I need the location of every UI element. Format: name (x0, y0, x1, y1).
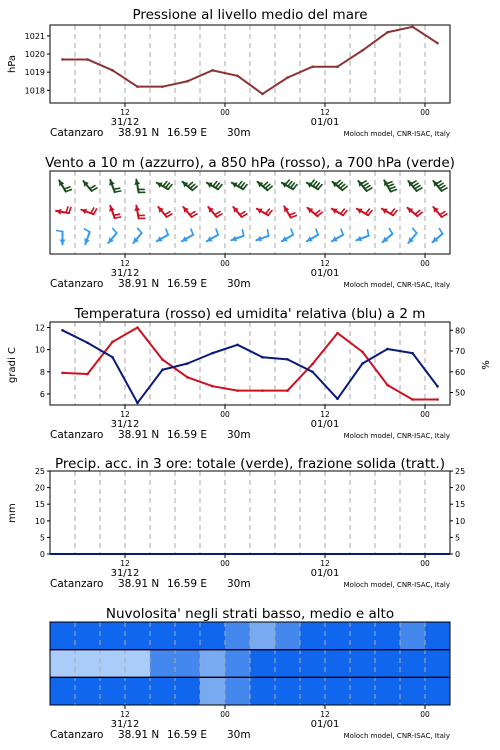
cloud-cell (300, 677, 326, 705)
humidity-line-point (236, 344, 239, 347)
cloud-cell (200, 677, 226, 705)
wind-barb (165, 212, 170, 215)
cloud-cell (275, 677, 301, 705)
location-lat: 38.91 N (118, 729, 160, 741)
wind-barb (317, 212, 322, 216)
location-lat: 38.91 N (118, 127, 160, 139)
temperature-line-point (286, 389, 289, 392)
wind-barb (243, 185, 247, 190)
model-credit: Moloch model, CNR-ISAC, Italy (343, 581, 450, 589)
cloud-cell (350, 677, 376, 705)
wind-barb (388, 184, 394, 186)
cloud-cell (350, 622, 376, 650)
humidity-line-point (161, 368, 164, 371)
cloud-cell (375, 677, 401, 705)
wind-barb (66, 189, 72, 191)
temperature-line-point (311, 363, 314, 366)
y-axis-label-right: % (481, 360, 492, 370)
cloud-cell (325, 622, 351, 650)
wind-barb (216, 183, 220, 188)
pressure-line-point (336, 65, 339, 68)
location-alt: 30m (227, 729, 251, 741)
pressure-line-point (286, 76, 289, 79)
wind-panel (45, 155, 455, 290)
model-credit: Moloch model, CNR-ISAC, Italy (343, 732, 450, 740)
pressure-line-point (111, 69, 114, 72)
wind-barb (389, 229, 392, 234)
wind-barb (114, 214, 120, 215)
cloud-cell (400, 622, 426, 650)
wind-barb (389, 187, 395, 189)
temperature-line-point (336, 332, 339, 335)
pressure-line-point (61, 58, 64, 61)
cloud-cell (300, 622, 326, 650)
temperature-line-point (211, 385, 214, 388)
wind-barb (393, 211, 397, 216)
cloud-cell (150, 622, 176, 650)
temperature-line-point (361, 351, 364, 354)
wind-barb (191, 229, 193, 235)
wind-barb (365, 186, 370, 189)
location-lat: 38.91 N (118, 278, 160, 290)
y-tick-label: 15 (34, 500, 45, 510)
wind-barb (115, 191, 121, 192)
pressure-line-point (211, 69, 214, 72)
location-lon: 16.59 E (167, 578, 208, 590)
y-tick-label: 0 (39, 550, 45, 559)
cloud-cell (300, 650, 326, 678)
cloud-cell (350, 650, 376, 678)
y-tick-label-right: 20 (455, 483, 466, 493)
location-name: Catanzaro (50, 429, 104, 441)
cloud-cell (175, 622, 201, 650)
wind-barb (413, 228, 417, 233)
wind-barb (291, 215, 297, 217)
humidity-line-point (286, 358, 289, 361)
wind-barb (188, 182, 193, 186)
wind-barb (291, 183, 295, 188)
time-tick-label: 12 (320, 710, 330, 719)
time-tick-label: 12 (320, 410, 330, 419)
y-tick-label-right: 70 (455, 347, 466, 357)
wind-barb (267, 230, 268, 236)
date-label: 01/01 (310, 419, 340, 430)
wind-barb (363, 183, 368, 186)
panel-title: Vento a 10 m (azzurro), a 850 hPa (rosso), a 700 hPa (verde) (45, 155, 455, 171)
wind-barb (413, 183, 418, 186)
time-tick-label: 12 (120, 410, 130, 419)
location-lon: 16.59 E (167, 429, 208, 441)
y-tick-label-right: 15 (455, 500, 466, 510)
wind-barb (289, 213, 295, 215)
cloud-cell (75, 677, 101, 705)
y-tick-label: 1018 (24, 86, 45, 96)
wind-barb (57, 231, 63, 232)
wind-barb (240, 212, 245, 215)
time-tick-label: 00 (220, 108, 230, 117)
y-axis-label: mm (7, 503, 18, 523)
temperature-line-point (136, 326, 139, 329)
wind-barb (310, 180, 314, 185)
cloud-cell (175, 650, 201, 678)
time-tick-label: 12 (320, 559, 330, 568)
location-alt: 30m (227, 278, 251, 290)
pressure-line-point (86, 58, 89, 61)
location-name: Catanzaro (50, 127, 104, 139)
date-label: 01/01 (310, 117, 340, 128)
time-tick-label: 00 (420, 410, 430, 419)
cloud-cell (425, 622, 451, 650)
temperature-line-point (61, 372, 64, 375)
pressure-line-point (161, 85, 164, 88)
wind-barb (341, 209, 345, 214)
wind-barb (391, 209, 395, 214)
y-tick-label-right: 25 (455, 467, 466, 476)
wind-barb (438, 183, 443, 186)
wind-barb (415, 210, 420, 214)
location-lon: 16.59 E (167, 127, 208, 139)
cloud-cell (175, 677, 201, 705)
y-tick-label-right: 10 (455, 516, 466, 526)
wind-barb (69, 207, 71, 213)
wind-barb (442, 188, 447, 191)
model-credit: Moloch model, CNR-ISAC, Italy (343, 432, 450, 440)
wind-arrow-head (60, 240, 66, 245)
temperature-line-point (436, 398, 439, 401)
wind-barb (192, 186, 197, 190)
cloud-cell (250, 622, 276, 650)
cloud-cell (275, 622, 301, 650)
humidity-line-point (261, 356, 264, 359)
date-label: 01/01 (310, 719, 340, 730)
cloud-cell (250, 650, 276, 678)
wind-barb (114, 188, 120, 189)
wind-barb (267, 186, 272, 190)
cloud-cell (200, 650, 226, 678)
date-label: 31/12 (110, 117, 140, 128)
wind-barb (190, 184, 195, 188)
wind-barb (92, 188, 97, 191)
wind-barb (66, 207, 68, 213)
location-alt: 30m (227, 578, 251, 590)
y-tick-label: 1021 (24, 31, 45, 41)
wind-barb (338, 182, 343, 186)
humidity-line-point (136, 402, 139, 405)
wind-barb (340, 184, 345, 188)
pressure-line-point (136, 85, 139, 88)
wind-barb (242, 230, 243, 236)
wind-barb (241, 183, 245, 188)
wind-barb (336, 180, 341, 184)
cloud-cell (100, 677, 126, 705)
time-tick-label: 00 (420, 559, 430, 568)
cloud-cell (125, 650, 151, 678)
date-label: 31/12 (110, 719, 140, 730)
precip-panel (7, 456, 465, 590)
wind-barb (343, 211, 347, 216)
cloud-cell (200, 622, 226, 650)
time-tick-label: 00 (420, 108, 430, 117)
cloud-cell (100, 622, 126, 650)
wind-barb (315, 210, 320, 214)
wind-barb (316, 229, 318, 235)
humidity-line-point (411, 352, 414, 355)
wind-barb (440, 186, 445, 189)
y-tick-label: 12 (34, 323, 45, 333)
wind-barb (167, 214, 172, 217)
time-tick-label: 00 (420, 259, 430, 268)
pressure-line-point (361, 49, 364, 52)
temperature-line-point (261, 389, 264, 392)
wind-barb (293, 185, 297, 190)
wind-barb (285, 180, 289, 185)
wind-barb (265, 184, 270, 188)
wind-barb (313, 182, 317, 187)
y-axis-label: gradi C (7, 347, 18, 383)
date-label: 01/01 (310, 268, 340, 279)
y-tick-label-right: 60 (455, 367, 466, 377)
location-alt: 30m (227, 429, 251, 441)
wind-barb (417, 212, 422, 216)
temperature-line-point (111, 341, 114, 344)
wind-barb (115, 217, 121, 218)
y-tick-label: 1020 (24, 50, 45, 60)
wind-barb (366, 209, 370, 214)
location-lat: 38.91 N (118, 578, 160, 590)
wind-barb (367, 188, 372, 191)
humidity-line-point (336, 397, 339, 400)
cloud-cell (225, 650, 251, 678)
cloud-panel (50, 606, 451, 741)
time-tick-label: 12 (120, 710, 130, 719)
time-tick-label: 00 (220, 710, 230, 719)
wind-barb (318, 185, 322, 190)
wind-barb (113, 228, 117, 233)
temperature-line-point (86, 373, 89, 376)
location-lon: 16.59 E (167, 729, 208, 741)
pressure-panel (7, 7, 450, 139)
humidity-line-point (211, 352, 214, 355)
humidity-line-point (86, 341, 89, 344)
wind-barb (192, 214, 197, 217)
cloud-cell (225, 677, 251, 705)
wind-barb (138, 228, 142, 233)
y-tick-label: 10 (34, 516, 45, 526)
wind-barb (439, 229, 442, 234)
location-alt: 30m (227, 127, 251, 139)
cloud-cell (375, 650, 401, 678)
date-label: 31/12 (110, 268, 140, 279)
y-tick-label: 10 (34, 345, 45, 355)
wind-barb (263, 182, 268, 186)
cloud-cell (150, 650, 176, 678)
y-tick-label-right: 50 (455, 388, 466, 398)
pressure-line-point (236, 74, 239, 77)
y-tick-label: 1019 (24, 68, 45, 78)
time-tick-label: 00 (220, 259, 230, 268)
wind-barb (442, 214, 447, 217)
pressure-line-point (186, 80, 189, 83)
cloud-cell (50, 622, 76, 650)
wind-barb (217, 214, 222, 217)
wind-barb (64, 187, 70, 189)
cloud-cell (125, 622, 151, 650)
panel-title: Pressione al livello medio del mare (132, 7, 368, 23)
cloud-cell (75, 650, 101, 678)
temperature-line-point (236, 389, 239, 392)
y-tick-label-right: 5 (455, 533, 461, 543)
model-credit: Moloch model, CNR-ISAC, Italy (343, 281, 450, 289)
time-tick-label: 12 (120, 559, 130, 568)
wind-barb (368, 211, 372, 216)
wind-barb (266, 209, 270, 214)
temperature-line-point (186, 376, 189, 379)
time-tick-label: 00 (220, 410, 230, 419)
cloud-cell (425, 677, 451, 705)
cloud-cell (250, 677, 276, 705)
time-tick-label: 12 (120, 259, 130, 268)
pressure-line-point (411, 26, 414, 29)
location-lat: 38.91 N (118, 429, 160, 441)
cloud-cell (100, 650, 126, 678)
location-name: Catanzaro (50, 578, 104, 590)
wind-barb (440, 212, 445, 215)
location-name: Catanzaro (50, 278, 104, 290)
cloud-cell (225, 622, 251, 650)
wind-barb (288, 182, 292, 187)
humidity-line-point (436, 385, 439, 388)
y-tick-label-right: 80 (455, 326, 466, 336)
cloud-cell (325, 650, 351, 678)
wind-barb (316, 183, 320, 188)
humidity-line-point (61, 329, 64, 332)
wind-barb (166, 229, 168, 235)
wind-barb (242, 214, 247, 217)
wind-barb (90, 186, 95, 189)
temp-rh-panel (7, 306, 492, 441)
humidity-line-point (311, 371, 314, 374)
cloud-cell (150, 677, 176, 705)
humidity-line-point (111, 356, 114, 359)
wind-barb (215, 212, 220, 215)
date-label: 31/12 (110, 568, 140, 579)
wind-barb (238, 182, 242, 187)
y-tick-label: 25 (34, 467, 45, 476)
cloud-cell (50, 650, 76, 678)
y-tick-label: 8 (39, 367, 45, 377)
wind-barb (216, 229, 218, 235)
location-name: Catanzaro (50, 729, 104, 741)
cloud-cell (375, 622, 401, 650)
wind-barb (84, 229, 89, 232)
humidity-line-point (361, 362, 364, 365)
wind-barb (163, 182, 167, 187)
panel-title: Nuvolosita' negli strati basso, medio e alto (105, 606, 395, 622)
date-label: 01/01 (310, 568, 340, 579)
wind-barb (291, 229, 293, 235)
model-credit: Moloch model, CNR-ISAC, Italy (343, 130, 450, 138)
pressure-line-point (386, 31, 389, 34)
wind-barb (268, 211, 272, 216)
panel-title: Precip. acc. in 3 ore: totale (verde), frazione solida (tratt.) (55, 456, 445, 472)
wind-barb (94, 209, 97, 214)
y-tick-label: 20 (34, 483, 45, 493)
wind-barb (417, 188, 422, 191)
y-tick-label-right: 0 (455, 550, 461, 559)
cloud-cell (400, 650, 426, 678)
time-tick-label: 00 (420, 710, 430, 719)
wind-barb (190, 212, 195, 215)
humidity-line-point (386, 348, 389, 351)
wind-barb (218, 185, 222, 190)
panel-title: Temperatura (rosso) ed umidita' relativa (blu) a 2 m (74, 306, 426, 322)
temperature-line-point (161, 358, 164, 361)
cloud-cell (425, 650, 451, 678)
date-label: 31/12 (110, 419, 140, 430)
cloud-cell (400, 677, 426, 705)
y-axis-label: hPa (7, 54, 18, 74)
time-tick-label: 00 (220, 559, 230, 568)
pressure-line-point (436, 42, 439, 45)
wind-barb (367, 230, 368, 236)
wind-barb (391, 189, 397, 191)
cloud-cell (75, 622, 101, 650)
wind-barb (415, 186, 420, 189)
wind-barb (341, 229, 343, 235)
wind-barb (168, 185, 172, 190)
location-lon: 16.59 E (167, 278, 208, 290)
temperature-line-point (386, 384, 389, 387)
pressure-line-point (261, 93, 264, 96)
time-tick-label: 12 (320, 108, 330, 117)
cloud-cell (125, 677, 151, 705)
wind-barb (342, 186, 347, 190)
y-tick-label: 6 (39, 389, 45, 399)
y-tick-label: 5 (39, 533, 45, 543)
time-tick-label: 12 (120, 108, 130, 117)
pressure-line-point (311, 65, 314, 68)
cloud-cell (325, 677, 351, 705)
time-tick-label: 12 (320, 259, 330, 268)
wind-barb (91, 208, 94, 213)
temperature-line-point (411, 398, 414, 401)
wind-barb (166, 183, 170, 188)
wind-barb (213, 182, 217, 187)
cloud-cell (275, 650, 301, 678)
humidity-line-point (186, 362, 189, 365)
cloud-cell (50, 677, 76, 705)
